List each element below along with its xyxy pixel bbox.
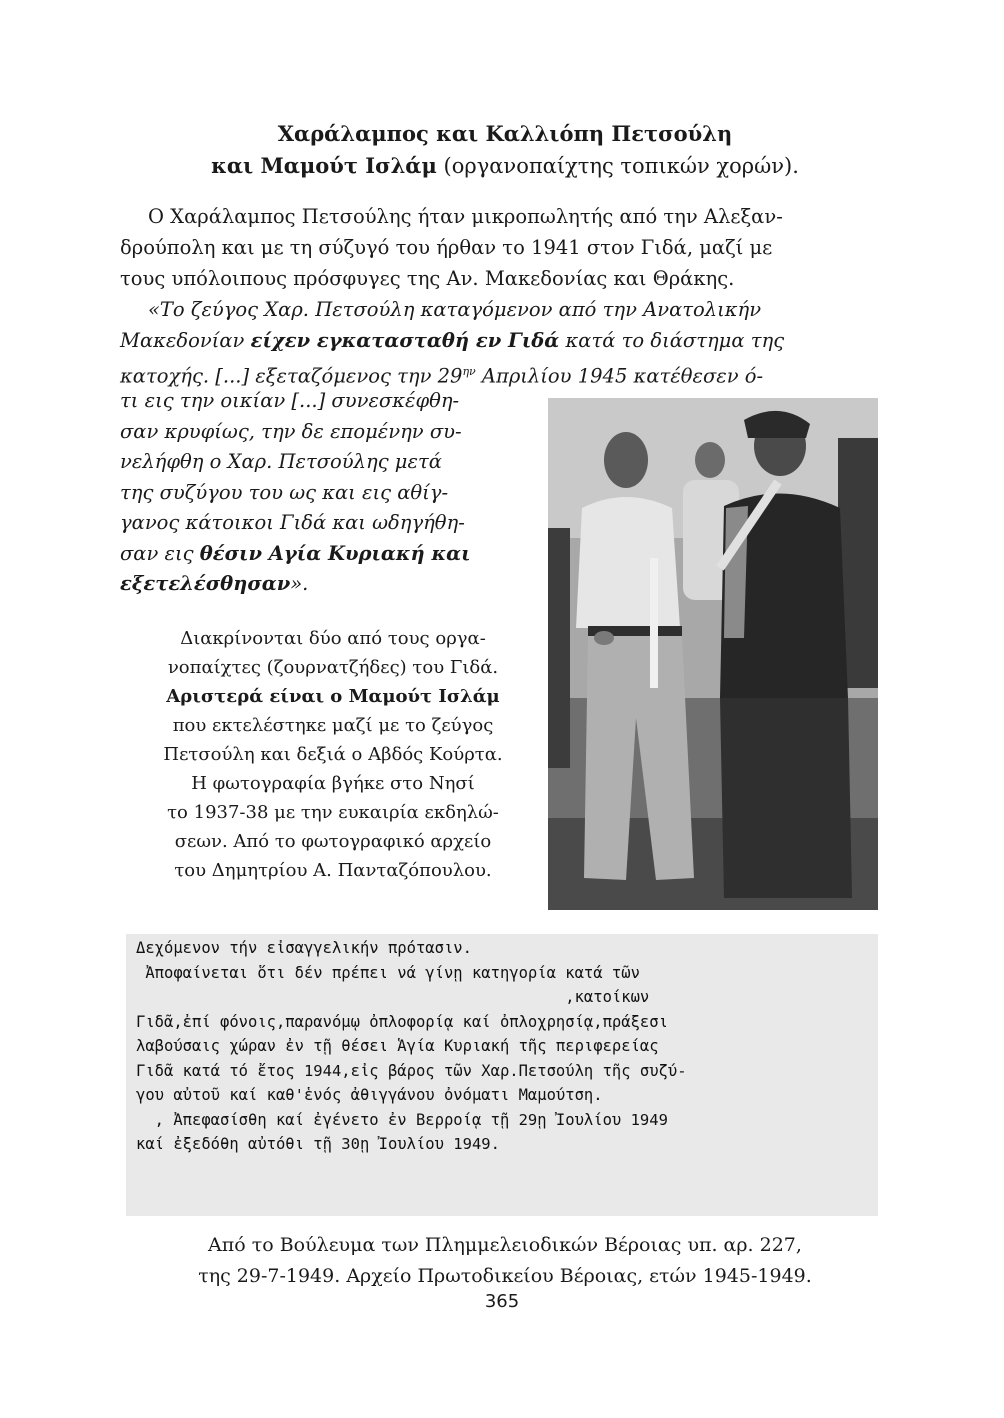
title-line-1: Χαράλαμπος και Καλλιόπη Πετσούλη (277, 121, 733, 146)
photo-illustration (548, 398, 878, 910)
quote-line: τι εις την οικίαν [...] συνεσκέφθη- (120, 389, 460, 412)
quote-line: γανος κάτοικοι Γιδά και ωδηγήθη- (120, 511, 465, 534)
title-line-2: και Μαμούτ Ισλάμ (οργανοπαίχτης τοπικών χορών). (211, 153, 799, 178)
caption-line: το 1937-38 με την ευκαιρία εκδηλώ- (167, 802, 499, 823)
quote-line: εξετελέσθησαν». (120, 572, 309, 595)
typed-line: Γιδᾶ,ἐπί φόνοις,παρανόμῳ ὀπλοφορίᾳ καί ὀπλοχρησίᾳ,πράξεσι (136, 1012, 668, 1031)
typed-line: Δεχόμενον τήν εἰσαγγελικήν πρότασιν. (136, 939, 472, 957)
caption-line: Πετσούλη και δεξιά ο Αβδός Κούρτα. (163, 744, 503, 765)
intro-paragraph (120, 201, 890, 294)
caption-line: νοπαίχτες (ζουρνατζήδες) του Γιδά. (167, 657, 499, 678)
document-caption-line: της 29-7-1949. Αρχείο Πρωτοδικείου Βέροιας, ετών 1945-1949. (198, 1265, 812, 1287)
typed-court-document (126, 934, 878, 1216)
caption-line: Διακρίνονται δύο από τους οργα- (180, 628, 486, 649)
typed-line: Γιδᾶ κατά τό ἔτος 1944,εἰς βάρος τῶν Χαρ.Πετσούλη τῆς συζύ- (136, 1061, 687, 1080)
caption-line: σεων. Από το φωτογραφικό αρχείο (174, 831, 492, 852)
quote-line: της συζύγου του ως και εις αθίγ- (120, 480, 449, 504)
caption-line: Αριστερά είναι ο Μαμούτ Ισλάμ (166, 686, 500, 707)
typed-line: λαβούσαις χώραν ἐν τῇ θέσει Ἁγία Κυριακή τῆς περιφερείας (136, 1037, 659, 1055)
quote-line: σαν εις θέσιν Αγία Κυριακή και (120, 541, 471, 565)
historical-photo (548, 398, 878, 910)
typed-line: , Ἀπεφασίσθη καί ἐγένετο ἐν Βερροίᾳ τῇ 29ῃ Ἰουλίου 1949 (136, 1110, 668, 1129)
typed-line: καί ἐξεδόθη αὐτόθι τῇ 30ῃ Ἰουλίου 1949. (136, 1135, 500, 1153)
caption-line: Η φωτογραφία βγήκε στο Νησί (191, 773, 475, 794)
quote-line: Μακεδονίαν είχεν εγκατασταθή εν Γιδά κατά το διάστημα της (120, 329, 785, 352)
typed-line: Ἀποφαίνεται ὅτι δέν πρέπει νά γίνῃ κατηγορία κατά τῶν (136, 963, 640, 982)
typed-line: ,κατοίκων (136, 988, 650, 1006)
quote-line: «Το ζεύγος Χαρ. Πετσούλη καταγόμενον από την Ανατολικήν (148, 298, 762, 321)
intro-line: τους υπόλοιπους πρόσφυγες της Αν. Μακεδονίας και Θράκης. (120, 267, 735, 290)
quote-line: νελήφθη ο Χαρ. Πετσούλης μετά (120, 450, 442, 473)
intro-line: δρούπολη και με τη σύζυγό του ήρθαν το 1941 στον Γιδά, μαζί με (120, 236, 773, 259)
quote-block-full-width (120, 294, 890, 392)
article-title (120, 118, 890, 182)
typed-line: γου αὐτοῦ καί καθ'ἑνός ἀθιγγάνου ὀνόματι Μαμούτση. (136, 1086, 603, 1104)
page-number: 365 (484, 1291, 520, 1312)
document-caption-line: Από το Βούλευμα των Πλημμελειοδικών Βέροιας υπ. αρ. 227, (208, 1234, 802, 1256)
quote-block-left-column (120, 386, 532, 600)
quote-line: κατοχής. [...] εξεταζόμενος την $29^{\eta\nu}$ Απριλίου 1945 κατέθεσεν ό- (120, 364, 764, 388)
photo-caption (128, 624, 538, 885)
document-caption (120, 1230, 890, 1292)
quote-line: σαν κρυφίως, την δε επομένην συ- (120, 419, 462, 443)
caption-line: του Δημητρίου Α. Πανταζόπουλου. (174, 860, 492, 881)
caption-line: που εκτελέστηκε μαζί με το ζεύγος (172, 715, 494, 736)
intro-line: Ο Χαράλαμπος Πετσούλης ήταν μικροπωλητής από την Αλεξαν- (148, 205, 783, 228)
